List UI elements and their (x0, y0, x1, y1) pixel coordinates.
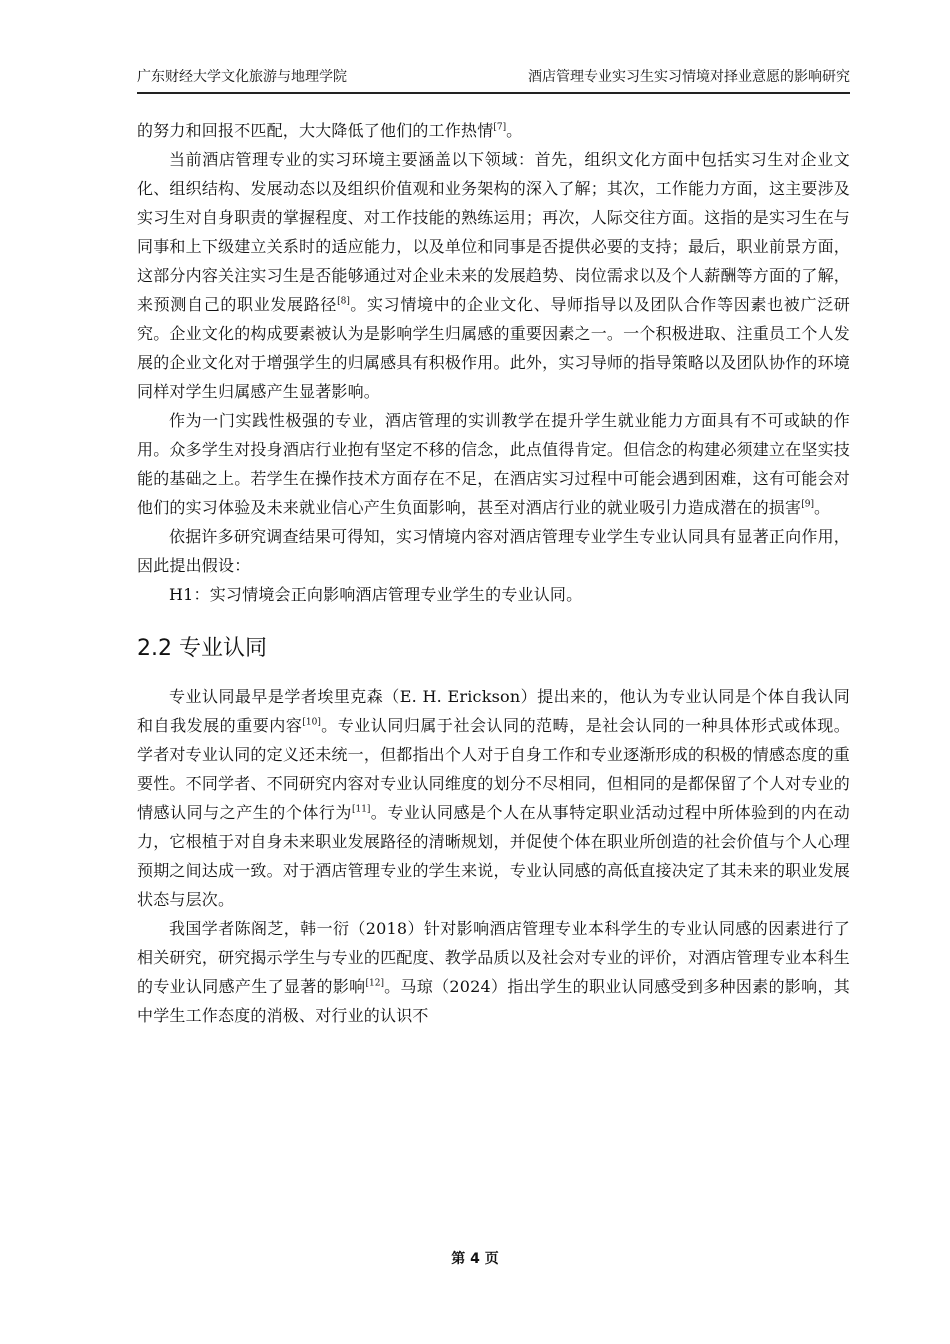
citation-ref: [7] (493, 122, 507, 133)
paragraph-professional-identity (137, 682, 850, 914)
paragraph-tail: 。 (506, 121, 523, 140)
page-body (137, 116, 850, 1030)
paragraph-text: 当前酒店管理专业的实习环境主要涵盖以下领域：首先，组织文化方面中包括实习生对企业文化、组织结构、发展动态以及组织价值观和业务架构的深入了解；其次，工作能力方面，这主要涉及实习生对自身职责的掌握程度、对工作技能的熟练运用；再次，人际交往方面。这指的是实习生在与同事和上下级建立关系时的适应能力，以及单位和同事是否提供必要的支持；最后，职业前景方面，这部分内容关注实习生是否能够通过对企业未来的发展趋势、岗位需求以及个人薪酬等方面的了解，来预测自己的职业发展路径 (137, 150, 850, 314)
paragraph-text: 专业认同最早是学者埃里克森（E. H. Erickson）提出来的，他认为专业认同是个体自我认同和自我发展的重要内容 (137, 687, 850, 735)
paragraph-text: 我国学者陈阁芝，韩一衍（2018）针对影响酒店管理专业本科学生的专业认同感的因素进行了相关研究，研究揭示学生与专业的匹配度、教学品质以及社会对专业的评价，对酒店管理专业本科生的专业认同感产生了显著的影响 (137, 919, 850, 996)
paragraph-text: 的努力和回报不匹配，大大降低了他们的工作热情 (137, 121, 494, 140)
citation-ref: [11] (351, 804, 371, 815)
paragraph-internship-environment (137, 145, 850, 406)
citation-ref: [10] (302, 717, 321, 728)
paragraph-tail: 。 (813, 498, 831, 517)
paragraph-practical-training (137, 406, 850, 522)
paragraph-text: 作为一门实践性极强的专业，酒店管理的实训教学在提升学生就业能力方面具有不可或缺的作用。众多学生对投身酒店行业抱有坚定不移的信念，此点值得肯定。但信念的构建必须建立在坚实技能的基础之上。若学生在操作技术方面存在不足，在酒店实习过程中可能会遇到困难，这有可能会对他们的实习体验及未来就业信心产生负面影响，甚至对酒店行业的就业吸引力造成潜在的损害 (137, 411, 850, 517)
paragraph-tail: 。马琼（2024）指出学生的职业认同感受到多种因素的影响，其中学生工作态度的消极、对行业的认识不 (137, 977, 850, 1025)
citation-ref: [12] (365, 978, 384, 989)
paragraph-text: 。专业认同归属于社会认同的范畴，是社会认同的一种具体形式或体现。学者对专业认同的定义还未统一，但都指出个人对于自身工作和专业逐渐形成的积极的情感态度的重要性。不同学者、不同研究内容对专业认同维度的划分不尽相同，但相同的是都保留了个人对专业的情感认同与之产生的个体行为 (137, 716, 850, 822)
paragraph-text: 依据许多研究调查结果可得知，实习情境内容对酒店管理专业学生专业认同具有显著正向作用，因此提出假设： (137, 527, 850, 575)
page-header (137, 64, 850, 94)
section-heading: 2.2 专业认同 (137, 636, 267, 661)
paragraph-continued (137, 116, 850, 145)
paragraph-tail: 。专业认同感是个人在从事特定职业活动过程中所体验到的内在动力，它根植于对自身未来职业发展路径的清晰规划，并促使个体在职业所创造的社会价值与个人心理预期之间达成一致。对于酒店管理专业的学生来说，专业认同感的高低直接决定了其未来的职业发展状态与层次。 (137, 803, 850, 909)
paragraph-domestic-research (137, 914, 850, 1030)
paragraph-tail: 。实习情境中的企业文化、导师指导以及团队合作等因素也被广泛研究。企业文化的构成要素被认为是影响学生归属感的重要因素之一。一个积极进取、注重员工个人发展的企业文化对于增强学生的归属感具有积极作用。此外，实习导师的指导策略以及团队协作的环境同样对学生归属感产生显著影响。 (137, 295, 850, 401)
paragraph-hypothesis-h1 (137, 580, 850, 609)
page-number: 第 4 页 (451, 1251, 499, 1267)
header-institution: 广东财经大学文化旅游与地理学院 (137, 69, 347, 85)
header-thesis-title: 酒店管理专业实习生实习情境对择业意愿的影响研究 (528, 69, 850, 85)
paragraph-text: H1：实习情境会正向影响酒店管理专业学生的专业认同。 (169, 585, 583, 604)
citation-ref: [8] (337, 296, 350, 307)
citation-ref: [9] (801, 499, 814, 510)
paragraph-hypothesis-intro (137, 522, 850, 580)
